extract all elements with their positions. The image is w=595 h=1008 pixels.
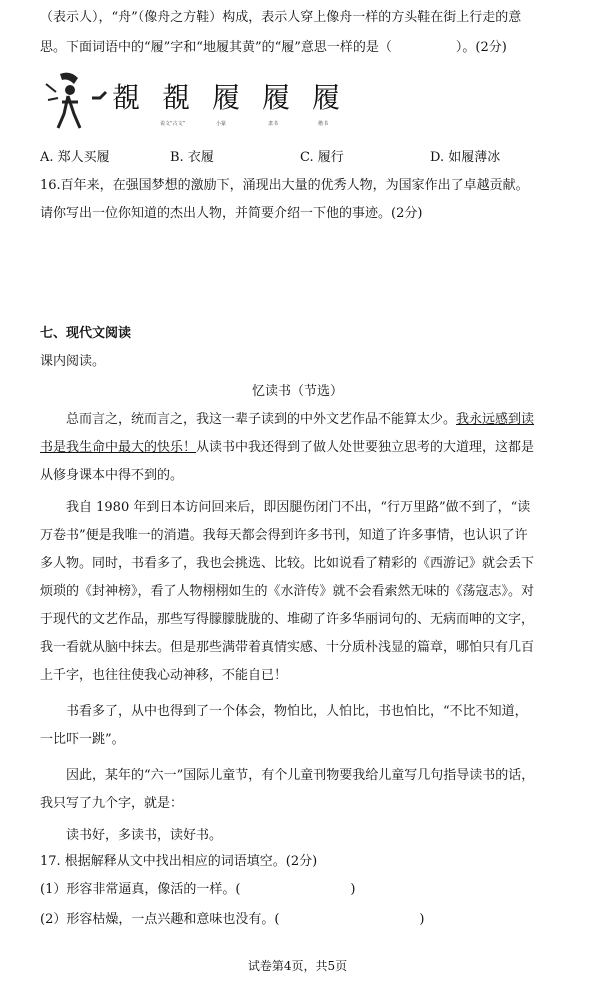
glyph-kaishu: 履 bbox=[312, 81, 341, 114]
glyph-lishu: 履 bbox=[262, 81, 291, 114]
option-c[interactable]: C. 履行 bbox=[300, 150, 344, 165]
passage-p2-line2: 万卷书”便是我唯一的消遣。我每天都会得到许多书刊，知道了许多事情，也认识了许 bbox=[40, 528, 528, 543]
passage-p2-line5: 于现代的文艺作品，那些写得朦朦胧胧的、堆砌了许多华丽词句的、无病而呻的文字， bbox=[40, 612, 535, 627]
passage-p2-line1: 我自 1980 年到日本访问回来后，即因腿伤闭门不出，“行万里路”做不到了，“读 bbox=[66, 500, 531, 515]
label-xiaozhuan: 小篆 bbox=[216, 121, 227, 127]
passage-p1-line1: 总而言之，统而言之，我这一辈子读到的中外文艺作品不能算太少。我永远感到读 bbox=[66, 412, 535, 427]
q16-line1: 16.百年来，在强国梦想的激励下，涌现出大量的优秀人物，为国家作出了卓越贡献。 bbox=[40, 178, 529, 193]
passage-title: 忆读书（节选） bbox=[251, 384, 343, 399]
glyph-xiaozhuan: 履 bbox=[212, 81, 241, 114]
glyph-guwen-small: 覩 bbox=[112, 81, 141, 114]
q17-item2: (2）形容枯燥，一点兴趣和意味也没有。( ) bbox=[40, 912, 425, 927]
option-a[interactable]: A. 郑人买履 bbox=[40, 150, 110, 165]
pictograph-person-icon bbox=[40, 70, 110, 132]
passage-p4-line2: 我只写了九个字，就是： bbox=[40, 796, 184, 811]
passage-p2-line3: 多人物。同时，书看多了，我也会挑选、比较。比如说看了精彩的《西游记》就会丢下 bbox=[40, 556, 535, 571]
option-b[interactable]: B. 衣履 bbox=[170, 150, 214, 165]
character-evolution-figure bbox=[40, 68, 350, 136]
passage-p3-line1: 书看多了，从中也得到了一个体会，物怕比，人怕比，书也怕比，“不比不知道， bbox=[66, 704, 528, 719]
label-guwen: 说文“古文” bbox=[160, 121, 186, 127]
passage-p4-line1: 因此，某年的“六一”国际儿童节，有个儿童刊物要我给儿童写几句指导读书的话， bbox=[66, 768, 535, 783]
passage-p2-line7: 上千字，也往往使我心动神移，不能自已！ bbox=[40, 668, 288, 683]
q16-line2: 请你写出一位你知道的杰出人物，并简要介绍一下他的事迹。(2分) bbox=[40, 206, 423, 221]
q15-line2: 思。下面词语中的“履”字和“地履其黄”的“履”意思一样的是（ ）。(2分) bbox=[40, 40, 507, 55]
passage-p2-line6: 我一看就从脑中抹去。但是那些满带着真情实感、十分质朴浅显的篇章，哪怕只有几百 bbox=[40, 640, 535, 655]
underlined-sentence: 我永远感到读 bbox=[456, 412, 535, 427]
label-kaishu: 楷书 bbox=[318, 121, 329, 127]
passage-p1-line3: 从修身课本中得不到的。 bbox=[40, 468, 184, 483]
section-sub: 课内阅读。 bbox=[40, 354, 106, 369]
option-d[interactable]: D. 如履薄冰 bbox=[430, 150, 501, 165]
page-footer: 试卷第4页，共5页 bbox=[247, 959, 348, 973]
passage-p2-line4: 烦琐的《封神榜》，看了人物栩栩如生的《水浒传》就不会看索然无味的《荡寇志》。对 bbox=[40, 584, 535, 599]
passage-p3-line2: 一比吓一跳”。 bbox=[40, 732, 125, 747]
label-lishu: 隶书 bbox=[268, 121, 279, 127]
glyph-guwen: 覩 bbox=[162, 81, 191, 114]
passage-p5: 读书好，多读书，读好书。 bbox=[66, 828, 223, 843]
q15-line1: （表示人），“舟”（像舟之方鞋）构成，表示人穿上像舟一样的方头鞋在街上行走的意 bbox=[40, 10, 522, 25]
q17-stem: 17. 根据解释从文中找出相应的词语填空。(2分) bbox=[40, 854, 318, 869]
passage-p1-line2: 书是我生命中最大的快乐！从读书中我还得到了做人处世要独立思考的大道理，这都是 bbox=[40, 440, 535, 455]
q17-item1: (1）形容非常逼真，像活的一样。( ) bbox=[40, 882, 356, 897]
section-heading: 七、现代文阅读 bbox=[40, 326, 132, 341]
